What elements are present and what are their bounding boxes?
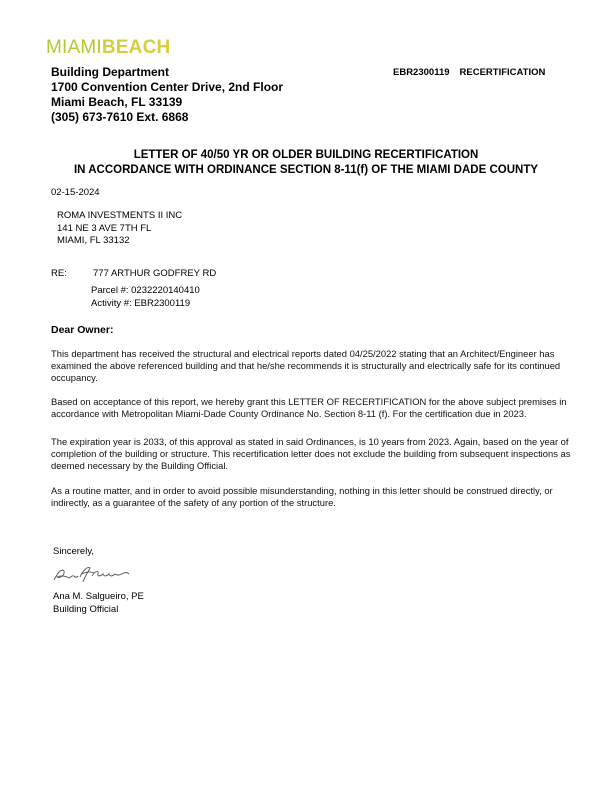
- closing: Sincerely,: [53, 546, 95, 557]
- body-paragraph-2: [51, 396, 576, 420]
- re-details: [91, 285, 200, 310]
- handwritten-signature: [52, 562, 132, 586]
- letter-date: 02-15-2024: [51, 187, 100, 198]
- paragraph-text: The expiration year is 2033, of this approval as stated in said Ordinances, is 10 years from 2023. Again, based on the year of completion of the building or structure. This recertification letter does not exclude the building from subsequent inspections as deemed necessary by the Building Official.: [51, 436, 571, 472]
- miami-beach-logo: [46, 38, 170, 58]
- paragraph-text: Based on acceptance of this report, we hereby grant this LETTER OF RECERTIFICATION for the above subject premises in accordance with Metropolitan Miami-Dade County Ordinance No. Section 8-11 (f). For the certification due in 2023.: [51, 396, 567, 420]
- recipient-city: MIAMI, FL 33132: [57, 235, 130, 246]
- body-paragraph-1: [51, 348, 576, 385]
- recipient-street: 141 NE 3 AVE 7TH FL: [57, 222, 152, 234]
- reference-number: EBR2300119: [393, 67, 450, 78]
- reference-header: [393, 67, 545, 78]
- recipient-name: ROMA INVESTMENTS II INC: [57, 210, 183, 221]
- letter-title-line2: IN ACCORDANCE WITH ORDINANCE SECTION 8-11(f) OF THE MIAMI DADE COUNTY: [73, 164, 539, 176]
- department-address-line2: Miami Beach, FL 33139: [51, 95, 183, 109]
- paragraph-text: This department has received the structural and electrical reports dated 04/25/2022 stating that an Architect/Engineer has examined the above referenced building and that he/she recommends it is structurally and electrically safe for its continued occupancy.: [51, 348, 561, 384]
- activity-number: Activity #: EBR2300119: [91, 297, 191, 309]
- signature-drawing: [52, 562, 132, 586]
- signer-name: Ana M. Salgueiro, PE: [53, 591, 144, 602]
- logo-beach-text: BEACH: [101, 37, 171, 58]
- paragraph-text: As a routine matter, and in order to avoid possible misunderstanding, nothing in this letter should be construed directly, or indirectly, as a guarantee of the safety of any portion of the structure.: [51, 485, 553, 509]
- re-label: RE:: [51, 268, 67, 279]
- body-paragraph-4: [51, 485, 576, 509]
- department-phone: (305) 673-7610 Ext. 6868: [51, 110, 189, 124]
- department-address-line1: 1700 Convention Center Drive, 2nd Floor: [51, 80, 284, 94]
- letter-title: [0, 148, 612, 178]
- department-name: Building Department: [51, 65, 170, 79]
- parcel-number: Parcel #: 0232220140410: [91, 285, 200, 296]
- greeting: Dear Owner:: [51, 324, 114, 336]
- re-property: 777 ARTHUR GODFREY RD: [93, 268, 217, 279]
- department-header: [51, 65, 283, 125]
- body-paragraph-3: [51, 436, 576, 473]
- reference-type: RECERTIFICATION: [459, 67, 546, 78]
- signer-block: [53, 591, 144, 616]
- logo-miami-text: MIAMI: [46, 37, 102, 58]
- recipient-address: [57, 210, 182, 248]
- signer-title: Building Official: [53, 603, 119, 615]
- letter-title-line1: LETTER OF 40/50 YR OR OLDER BUILDING RECERTIFICATION: [133, 149, 479, 161]
